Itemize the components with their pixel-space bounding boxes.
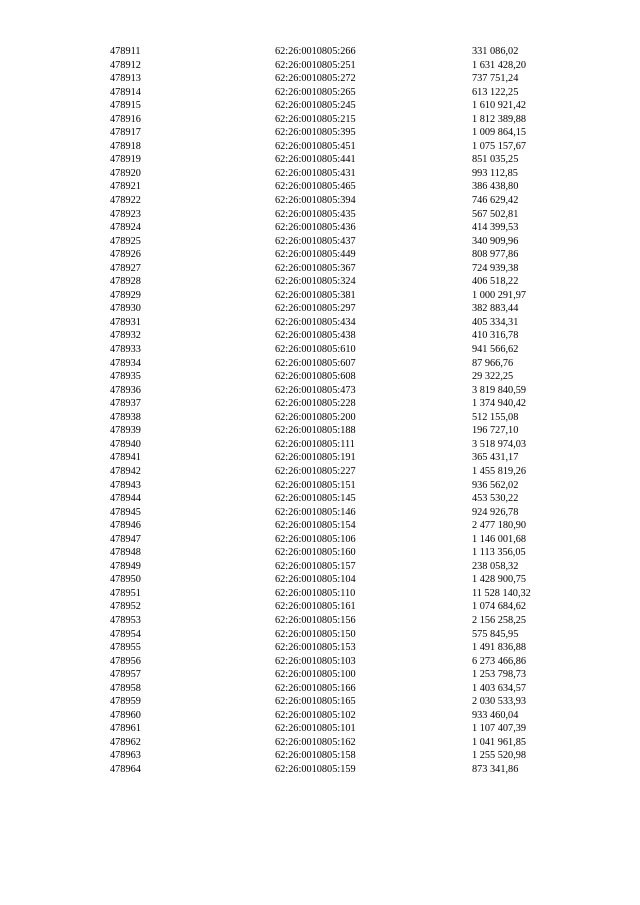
row-number: 478941 [110, 452, 141, 464]
cadastral-value: 1 146 001,68 [472, 533, 527, 545]
row-number: 478913 [110, 73, 141, 85]
table-row [0, 411, 640, 425]
cadastral-value: 873 341,86 [472, 763, 519, 775]
table-row [0, 113, 640, 127]
row-number: 478933 [110, 344, 141, 356]
cadastral-value: 414 399,53 [472, 222, 519, 234]
cadastral-value: 1 491 836,88 [472, 642, 527, 654]
table-row [0, 682, 640, 696]
table-row [0, 709, 640, 723]
table-row [0, 357, 640, 371]
cadastral-value: 1 075 157,67 [472, 140, 527, 152]
table-row [0, 126, 640, 140]
table-row [0, 749, 640, 763]
table-row [0, 384, 640, 398]
table-row [0, 235, 640, 249]
row-number: 478945 [110, 506, 141, 518]
row-number: 478956 [110, 655, 141, 667]
cadastral-value: 386 438,80 [472, 181, 519, 193]
row-number: 478921 [110, 181, 141, 193]
row-number: 478960 [110, 709, 141, 721]
table-row [0, 45, 640, 59]
cadastral-value: 746 629,42 [472, 195, 519, 207]
cadastral-number: 62:26:0010805:146 [275, 506, 356, 518]
table-row [0, 573, 640, 587]
row-number: 478955 [110, 642, 141, 654]
cadastral-number: 62:26:0010805:200 [275, 411, 356, 423]
table-row [0, 600, 640, 614]
cadastral-value: 405 334,31 [472, 316, 519, 328]
row-number: 478931 [110, 316, 141, 328]
table-row [0, 153, 640, 167]
table-row [0, 451, 640, 465]
cadastral-value: 331 086,02 [472, 46, 519, 57]
cadastral-value: 3 819 840,59 [472, 384, 527, 396]
cadastral-value: 1 000 291,97 [472, 289, 527, 301]
cadastral-value: 2 477 180,90 [472, 520, 527, 532]
cadastral-number: 62:26:0010805:106 [275, 533, 356, 545]
table-row [0, 329, 640, 343]
cadastral-number: 62:26:0010805:102 [275, 709, 356, 721]
cadastral-number: 62:26:0010805:215 [275, 113, 356, 125]
table-row [0, 343, 640, 357]
row-number: 478952 [110, 601, 141, 613]
cadastral-value: 1 610 921,42 [472, 100, 527, 112]
cadastral-number: 62:26:0010805:159 [275, 763, 356, 775]
cadastral-value: 406 518,22 [472, 276, 519, 288]
cadastral-value: 340 909,96 [472, 235, 519, 247]
cadastral-value: 410 316,78 [472, 330, 519, 342]
row-number: 478935 [110, 371, 141, 383]
cadastral-number: 62:26:0010805:441 [275, 154, 356, 166]
row-number: 478950 [110, 574, 141, 586]
cadastral-number: 62:26:0010805:431 [275, 167, 356, 179]
table-row [0, 99, 640, 113]
cadastral-number: 62:26:0010805:162 [275, 736, 356, 748]
cadastral-value: 2 156 258,25 [472, 614, 527, 626]
table-row [0, 492, 640, 506]
row-number: 478934 [110, 357, 141, 369]
table-row [0, 560, 640, 574]
table-row [0, 248, 640, 262]
cadastral-value: 365 431,17 [472, 452, 519, 464]
cadastral-value: 3 518 974,03 [472, 438, 527, 450]
cadastral-value: 941 566,62 [472, 344, 519, 356]
cadastral-value: 1 253 798,73 [472, 669, 527, 681]
table-row [0, 763, 640, 777]
cadastral-number: 62:26:0010805:153 [275, 642, 356, 654]
cadastral-value: 1 812 389,88 [472, 113, 527, 125]
table-row [0, 397, 640, 411]
row-number: 478964 [110, 763, 141, 775]
cadastral-value: 382 883,44 [472, 303, 519, 315]
row-number: 478951 [110, 587, 141, 599]
cadastral-number: 62:26:0010805:166 [275, 682, 356, 694]
table-row [0, 722, 640, 736]
cadastral-number: 62:26:0010805:227 [275, 465, 356, 477]
cadastral-value: 1 009 864,15 [472, 127, 527, 139]
cadastral-number: 62:26:0010805:607 [275, 357, 356, 369]
cadastral-number: 62:26:0010805:145 [275, 493, 356, 505]
cadastral-value: 1 374 940,42 [472, 398, 527, 410]
cadastral-number: 62:26:0010805:245 [275, 100, 356, 112]
cadastral-number: 62:26:0010805:150 [275, 628, 356, 640]
row-number: 478919 [110, 154, 141, 166]
cadastral-value: 1 113 356,05 [472, 547, 526, 559]
cadastral-number: 62:26:0010805:465 [275, 181, 356, 193]
cadastral-value: 933 460,04 [472, 709, 519, 721]
cadastral-number: 62:26:0010805:381 [275, 289, 356, 301]
cadastral-number: 62:26:0010805:251 [275, 59, 356, 71]
cadastral-number: 62:26:0010805:101 [275, 723, 356, 735]
row-number: 478912 [110, 59, 141, 71]
cadastral-number: 62:26:0010805:188 [275, 425, 356, 437]
cadastral-value: 1 403 634,57 [472, 682, 527, 694]
row-number: 478928 [110, 276, 141, 288]
cadastral-number: 62:26:0010805:473 [275, 384, 356, 396]
cadastral-value: 196 727,10 [472, 425, 519, 437]
cadastral-value: 87 966,76 [472, 357, 514, 369]
row-number: 478922 [110, 195, 141, 207]
table-row [0, 86, 640, 100]
cadastral-value: 737 751,24 [472, 73, 519, 85]
table-row [0, 465, 640, 479]
table-row [0, 587, 640, 601]
cadastral-number: 62:26:0010805:272 [275, 73, 356, 85]
table-row [0, 302, 640, 316]
cadastral-value: 453 530,22 [472, 493, 519, 505]
table-row [0, 546, 640, 560]
cadastral-number: 62:26:0010805:608 [275, 371, 356, 383]
cadastral-number: 62:26:0010805:265 [275, 86, 356, 98]
cadastral-number: 62:26:0010805:165 [275, 696, 356, 708]
row-number: 478953 [110, 614, 141, 626]
table-row [0, 668, 640, 682]
table-row [0, 519, 640, 533]
cadastral-value: 567 502,81 [472, 208, 519, 220]
cadastral-value: 1 455 819,26 [472, 465, 527, 477]
row-number: 478939 [110, 425, 141, 437]
row-number: 478929 [110, 289, 141, 301]
cadastral-number: 62:26:0010805:157 [275, 560, 356, 572]
row-number: 478948 [110, 547, 141, 559]
cadastral-number: 62:26:0010805:228 [275, 398, 356, 410]
cadastral-number: 62:26:0010805:451 [275, 140, 356, 152]
row-number: 478938 [110, 411, 141, 423]
cadastral-value: 808 977,86 [472, 249, 519, 261]
cadastral-value: 1 107 407,39 [472, 723, 527, 735]
table-row [0, 736, 640, 750]
cadastral-number: 62:26:0010805:449 [275, 249, 356, 261]
table-row [0, 72, 640, 86]
cadastral-number: 62:26:0010805:435 [275, 208, 356, 220]
cadastral-number: 62:26:0010805:151 [275, 479, 356, 491]
table-row [0, 208, 640, 222]
row-number: 478915 [110, 100, 141, 112]
table-row [0, 59, 640, 73]
table-row [0, 641, 640, 655]
row-number: 478946 [110, 520, 141, 532]
cadastral-number: 62:26:0010805:100 [275, 669, 356, 681]
table-row [0, 194, 640, 208]
cadastral-value: 613 122,25 [472, 86, 519, 98]
cadastral-number: 62:26:0010805:103 [275, 655, 356, 667]
table-row [0, 628, 640, 642]
cadastral-value: 851 035,25 [472, 154, 519, 166]
row-number: 478911 [110, 46, 141, 57]
row-number: 478920 [110, 167, 141, 179]
table-row [0, 614, 640, 628]
row-number: 478957 [110, 669, 141, 681]
table-row [0, 167, 640, 181]
table-row [0, 506, 640, 520]
row-number: 478924 [110, 222, 141, 234]
row-number: 478917 [110, 127, 141, 139]
row-number: 478958 [110, 682, 141, 694]
cadastral-value: 1 631 428,20 [472, 59, 527, 71]
row-number: 478940 [110, 438, 141, 450]
cadastral-value: 1 041 961,85 [472, 736, 527, 748]
cadastral-number: 62:26:0010805:110 [275, 587, 356, 599]
table-row [0, 316, 640, 330]
table-row [0, 370, 640, 384]
row-number: 478947 [110, 533, 141, 545]
row-number: 478930 [110, 303, 141, 315]
cadastral-value: 6 273 466,86 [472, 655, 527, 667]
table-row [0, 695, 640, 709]
table-row [0, 655, 640, 669]
table-row [0, 289, 640, 303]
row-number: 478943 [110, 479, 141, 491]
cadastral-value: 993 112,85 [472, 167, 518, 179]
cadastral-number: 62:26:0010805:437 [275, 235, 356, 247]
table-row [0, 479, 640, 493]
cadastral-value: 1 428 900,75 [472, 574, 527, 586]
row-number: 478954 [110, 628, 141, 640]
cadastral-number: 62:26:0010805:191 [275, 452, 356, 464]
row-number: 478923 [110, 208, 141, 220]
cadastral-number: 62:26:0010805:266 [275, 46, 356, 57]
row-number: 478925 [110, 235, 141, 247]
cadastral-value: 724 939,38 [472, 262, 519, 274]
row-number: 478963 [110, 750, 141, 762]
cadastral-number: 62:26:0010805:158 [275, 750, 356, 762]
cadastral-number: 62:26:0010805:160 [275, 547, 356, 559]
cadastral-number: 62:26:0010805:367 [275, 262, 356, 274]
cadastral-value: 1 074 684,62 [472, 601, 527, 613]
cadastral-number: 62:26:0010805:161 [275, 601, 356, 613]
row-number: 478962 [110, 736, 141, 748]
cadastral-value: 238 058,32 [472, 560, 519, 572]
cadastral-number: 62:26:0010805:434 [275, 316, 356, 328]
cadastral-value: 512 155,08 [472, 411, 519, 423]
cadastral-value: 2 030 533,93 [472, 696, 527, 708]
row-number: 478927 [110, 262, 141, 274]
table-row [0, 180, 640, 194]
row-number: 478916 [110, 113, 141, 125]
row-number: 478959 [110, 696, 141, 708]
table-row [0, 533, 640, 547]
cadastral-value: 1 255 520,98 [472, 750, 527, 762]
cadastral-number: 62:26:0010805:104 [275, 574, 356, 586]
cadastral-number: 62:26:0010805:394 [275, 195, 356, 207]
row-number: 478926 [110, 249, 141, 261]
cadastral-value: 11 528 140,32 [472, 587, 531, 599]
row-number: 478914 [110, 86, 141, 98]
cadastral-value: 575 845,95 [472, 628, 519, 640]
row-number: 478937 [110, 398, 141, 410]
row-number: 478932 [110, 330, 141, 342]
cadastral-number: 62:26:0010805:436 [275, 222, 356, 234]
row-number: 478918 [110, 140, 141, 152]
table-row [0, 438, 640, 452]
table-row [0, 140, 640, 154]
cadastral-number: 62:26:0010805:610 [275, 344, 356, 356]
cadastral-number: 62:26:0010805:438 [275, 330, 356, 342]
table-row [0, 275, 640, 289]
row-number: 478944 [110, 493, 141, 505]
cadastral-number: 62:26:0010805:111 [275, 438, 355, 450]
row-number: 478949 [110, 560, 141, 572]
cadastral-number: 62:26:0010805:297 [275, 303, 356, 315]
row-number: 478961 [110, 723, 141, 735]
table-row [0, 221, 640, 235]
cadastral-value: 936 562,02 [472, 479, 519, 491]
table-row [0, 424, 640, 438]
cadastral-value-table [0, 45, 640, 777]
cadastral-number: 62:26:0010805:324 [275, 276, 356, 288]
cadastral-value: 924 926,78 [472, 506, 519, 518]
cadastral-number: 62:26:0010805:395 [275, 127, 356, 139]
cadastral-value: 29 322,25 [472, 371, 514, 383]
row-number: 478936 [110, 384, 141, 396]
cadastral-number: 62:26:0010805:156 [275, 614, 356, 626]
cadastral-number: 62:26:0010805:154 [275, 520, 356, 532]
row-number: 478942 [110, 465, 141, 477]
table-row [0, 262, 640, 276]
